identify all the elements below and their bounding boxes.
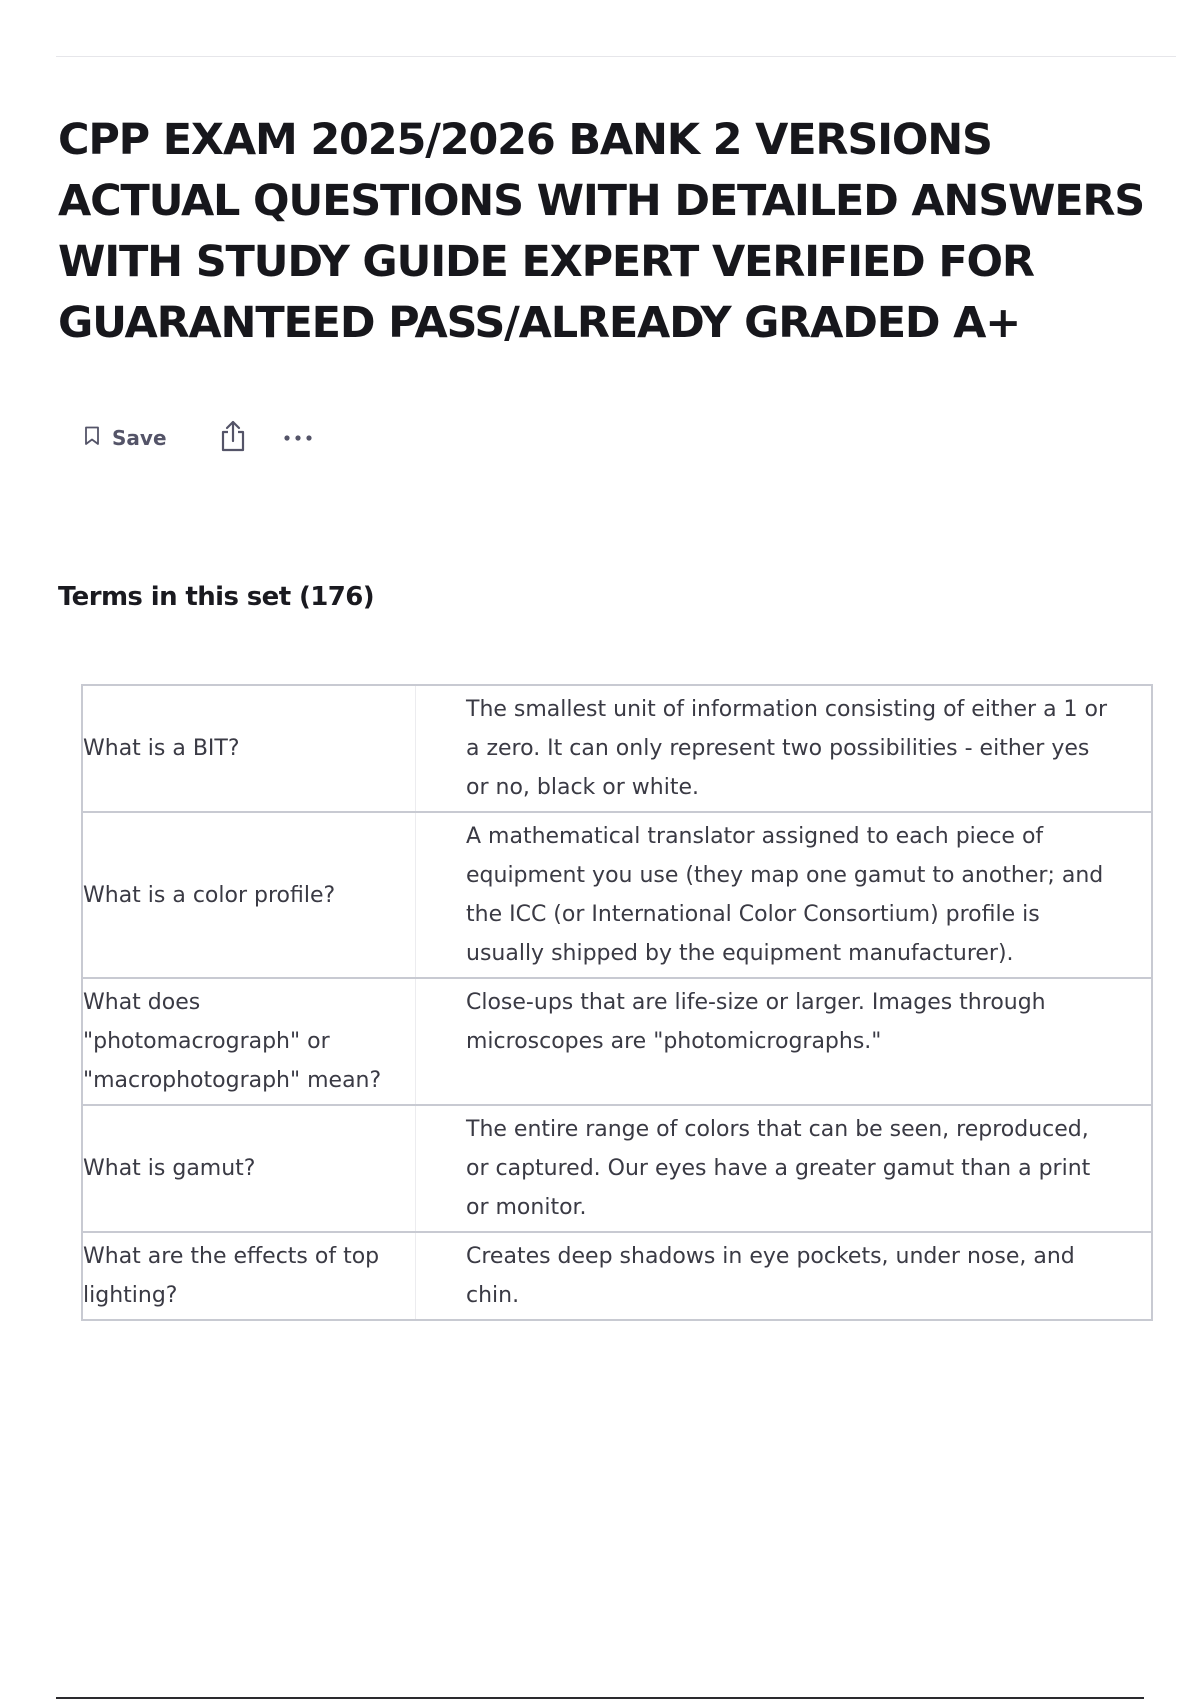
term-row bbox=[82, 812, 1152, 978]
bookmark-icon bbox=[84, 426, 100, 451]
term-cell: What does "photomacrograph" or "macrophotograph" mean? bbox=[82, 978, 416, 1105]
term-cell: What is a color profile? bbox=[82, 812, 416, 978]
term-row bbox=[82, 978, 1152, 1105]
share-button[interactable] bbox=[219, 418, 247, 458]
term-cell: What is gamut? bbox=[82, 1105, 416, 1232]
definition-cell: A mathematical translator assigned to each piece of equipment you use (they map one gamut to another; and the ICC (or International Color Consortium) profile is usually shipped by the equipment manufacturer). bbox=[416, 812, 1153, 978]
terms-count-heading: Terms in this set (176) bbox=[58, 582, 375, 612]
term-cell: What are the effects of top lighting? bbox=[82, 1232, 416, 1320]
bottom-divider bbox=[56, 1697, 1144, 1699]
share-icon bbox=[219, 420, 247, 457]
terms-table bbox=[81, 684, 1153, 1321]
more-options-button[interactable] bbox=[283, 418, 313, 458]
term-cell: What is a BIT? bbox=[82, 685, 416, 812]
top-divider bbox=[56, 56, 1176, 57]
more-options-icon bbox=[283, 429, 313, 447]
save-label: Save bbox=[112, 426, 167, 450]
definition-cell: Creates deep shadows in eye pockets, under nose, and chin. bbox=[416, 1232, 1153, 1320]
definition-cell: The entire range of colors that can be seen, reproduced, or captured. Our eyes have a greater gamut than a print or monitor. bbox=[416, 1105, 1153, 1232]
page-title: CPP EXAM 2025/2026 BANK 2 VERSIONS ACTUAL QUESTIONS WITH DETAILED ANSWERS WITH STUDY GUIDE EXPERT VERIFIED FOR GUARANTEED PASS/ALREADY GRADED A+ bbox=[58, 115, 1145, 348]
term-row bbox=[82, 1105, 1152, 1232]
term-row bbox=[82, 1232, 1152, 1320]
definition-cell: The smallest unit of information consisting of either a 1 or a zero. It can only represent two possibilities - either yes or no, black or white. bbox=[416, 685, 1153, 812]
save-button[interactable] bbox=[84, 418, 167, 458]
action-toolbar bbox=[84, 418, 313, 458]
definition-cell: Close-ups that are life-size or larger. Images through microscopes are "photomicrographs." bbox=[416, 978, 1153, 1105]
term-row bbox=[82, 685, 1152, 812]
